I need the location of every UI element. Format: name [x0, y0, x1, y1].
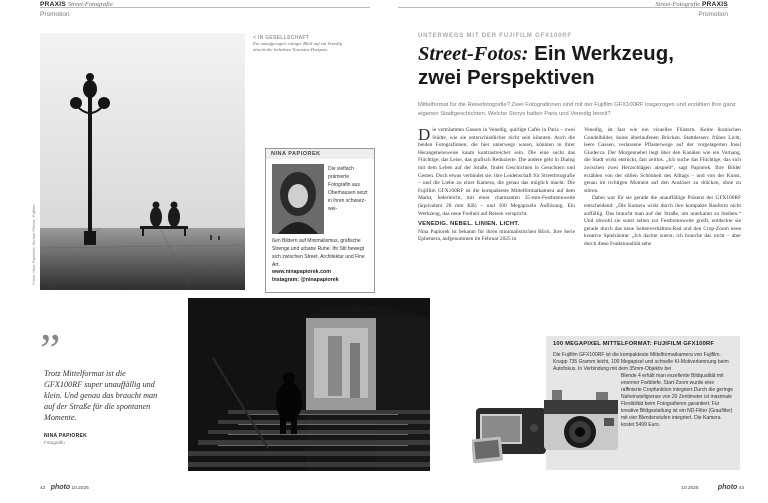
- drop-cap: D: [418, 125, 431, 144]
- article-col2-p1: Venedig, ist fast wie ein visuelles Flüstern. Keine ikonischen Gondelbilder, keine überlaufenen Brücken. Stattdessen: frühes Licht, leere Gassen, verlassene Pflasterwege auf der vorgelagerten Insel Giudecca. Der Morgennebel liegt über den Kanälen wie ein Vorhang, die Stadt wirkt entrückt, fast zeitlos. „Ich suche das Flüchtige, das sich zwischen zwei Herzschlägen abspielt“, sagt Papiorek. Ihre Bilder erzählen von der stillen Schönheit des Alltags – und von der Kunst, genau im richtigen Moment auf den Auslöser zu drücken, ohne zu stören.: [584, 127, 741, 194]
- quote-mark: ”: [40, 324, 61, 375]
- header-brand: PRAXIS: [40, 1, 67, 8]
- photo-caption-label: < IN GESELLSCHAFT: [253, 35, 310, 41]
- header-topic-right: Street-Fotografie: [655, 1, 701, 8]
- article-column-2: [584, 127, 741, 249]
- article-title: [418, 42, 738, 89]
- venice-lamp-photo: [40, 33, 245, 290]
- page-number-left: 42: [40, 486, 46, 491]
- quote-text: Trotz Mittelformat ist die GFX100RF super unauffällig und klein. Und genau das braucht man auf der Straße für die spontanen Momente.: [44, 369, 158, 422]
- infobox-title: 100 MEGAPIXEL MITTELFORMAT: FUJIFILM GFX100RF: [553, 341, 715, 347]
- photo-caption-text: Ein unaufgeregter, ruhiger Blick auf ein Venedig abseits der beliebten Touristen-Hotspots: [253, 41, 343, 52]
- profile-portrait: [272, 164, 324, 234]
- article-kicker: UNTERWEGS MIT DER FUJIFILM GFX100RF: [418, 33, 572, 39]
- camera-illustration: [472, 378, 622, 474]
- magazine-logo-right: photo: [717, 484, 738, 491]
- camera-front-image: [544, 390, 618, 450]
- photo-caption: [253, 35, 343, 53]
- footer-left: [40, 484, 89, 491]
- header-rule-left: [40, 7, 370, 8]
- article-col2-p2: Dabei war für sie gerade die unauffällige Präsenz der GFX100RF entscheidend: „Die Kamera wirkt durch ihre kompakte Bauform nicht auffällig. Das braucht man auf der Straße, um unerkannt zu bleiben.“ Und obwohl sie sonst selten zur Festbrennweite greift, entdeckte sie gerade durch das neue Seitenverhältnis-Rad und den Crop-Zoom neue kreative Spielräume: „Ich dachte zuerst, ich brauche das nicht – aber durch diese Funktionalität sehe: [584, 195, 741, 247]
- profile-bio-short: Die vielfach prämierte Fotografin aus Oberhausen setzt in ihren schwarz-wei-: [328, 166, 368, 212]
- article-title-italic: Street-Fotos:: [418, 43, 529, 65]
- header-topic: Street-Fotografie: [67, 1, 113, 8]
- profile-instagram-link[interactable]: Instagram: @ninapapiorek: [272, 277, 339, 283]
- issue-right: 10.2025: [681, 486, 699, 491]
- article-column-1: [418, 127, 575, 244]
- quote-role: Fotografin: [44, 440, 65, 445]
- article-col1-p1: ie verträumten Gassen in Venedig, quirlige Cafés in Paris – zwei Städte, wie sie unterschiedlicher nicht sein könnten. Auch die beiden Fotografinnen, die hier unterwegs waren, könnten in ihrer Herangehensweise kaum kontrastreicher sein. Die eine sucht das Flüchtige, das Leise, das grafisch Reduzierte. Die andere geht in Dialog mit dem Leben auf der Straße, findet Geschichten in Gesichtern und Gesten. Doch etwas verbindet sie: ihre Leidenschaft für Streetfotografie – und die Liebe zu einer Kamera, die genau das möglich macht. Die Fujifilm GFX100RF ist die kompakteste Mittelformatkamera auf dem Markt, federleicht, mit einer charmanten 35-mm-Festbrennweite (äquivalent 28 mm KB) – und 100 Megapixeln Auflösung. Ein Werkzeug, das neue Freiheit auf Reisen verspricht.: [418, 127, 575, 217]
- profile-bio-rest: ßen Bildern auf Minimalismus, grafische Strenge und urbane Ruhe. Ihr Stil bewegt sich zwischen Street, Architektur und Fine Art.: [272, 238, 365, 268]
- photo-credit: Fotos: Nina Papiorek; Sermin Pilevar; Fujifilm: [31, 204, 36, 285]
- camera-back-image: [472, 408, 546, 464]
- page-number-right: 43: [738, 486, 744, 491]
- header-rule-right: [398, 7, 728, 8]
- stairs-photo: [188, 298, 430, 471]
- issue-left: 10.2025: [71, 486, 89, 491]
- profile-title: NINA PAPIOREK: [266, 149, 374, 159]
- profile-box: [265, 148, 375, 293]
- article-title-rest: Ein Werkzeug,: [534, 42, 674, 65]
- profile-website-link[interactable]: www.ninapapiorek.com: [272, 269, 331, 275]
- section-label-right: Promotion: [698, 11, 728, 18]
- section-label-left: Promotion: [40, 11, 70, 18]
- infobox-text-narrow: Blende 4 erhält man exzellente Bildqualität mit enormer Farbtiefe. Start Zoom wurde eine raffinierte Cropfunktion integriert.Durch die geringe Naheinstellgrenze von 20 Zentimeter ist maximale Flexibilität beim Fotografieren garantiert. Für kreative Bildgestaltung ist ein ND-Filter (Graufilter) mit vier Blendenstufen integriert. Die Kamera kostet 5499 Euro.: [621, 373, 734, 428]
- infobox-text-full: Die Fujifilm GFX100RF ist die kompakteste Mittelformatkamera von Fujifilm. Knapp 735 Gramm leicht, 100 Megapixel und schnelle KI-Motiverkennung beim Autofokus. In Verbindung mit dem 35mm-Objektiv bei: [553, 352, 729, 372]
- article-lead: Mittelformat für die Reisefotografie? Zwei Fotografinnen sind mit der Fujifilm GFX100RF losgezogen und erzählen Ihre ganz eigenen Stadtgeschichten. Welche Storys halten Paris und Venedig bereit?: [418, 102, 736, 117]
- footer-right: [681, 484, 744, 491]
- quote-author: NINA PAPIOREK: [44, 433, 88, 439]
- magazine-logo-left: photo: [50, 484, 71, 491]
- header-brand-right: PRAXIS: [701, 1, 728, 8]
- article-subheading: VENEDIG. NEBEL. LINIEN. LICHT.: [418, 221, 520, 228]
- article-col1-p2: Nina Papiorek ist bekannt für ihren minimalistischen Blick. Ihre Serie Ephemera, aufgenommen im Februar 2025 in: [418, 228, 575, 243]
- article-title-line2: zwei Perspektiven: [418, 66, 595, 89]
